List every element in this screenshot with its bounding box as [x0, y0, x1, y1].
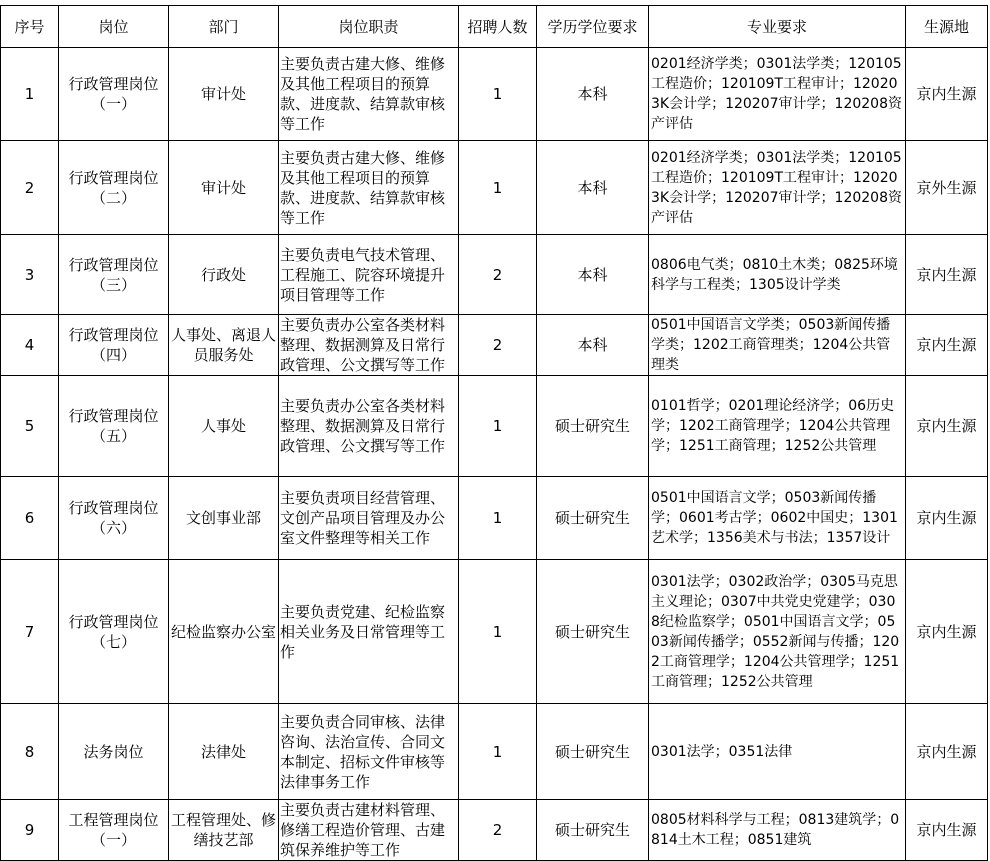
- cell-duty: 主要负责合同审核、法律咨询、法治宣传、合同文本制定、招标文件审核等法律事务工作: [279, 704, 459, 800]
- cell-count: 1: [459, 376, 537, 477]
- header-count: 招聘人数: [459, 6, 537, 48]
- cell-position: 行政管理岗位（六）: [59, 477, 169, 560]
- cell-duty: 主要负责电气技术管理、工程施工、院容环境提升项目管理等工作: [279, 235, 459, 315]
- table-row: [1, 315, 988, 376]
- cell-dept: 工程管理处、修缮技艺部: [169, 800, 279, 861]
- table-row: [1, 48, 988, 141]
- cell-major: 0301法学；0351法律: [649, 704, 906, 800]
- cell-position: 行政管理岗位（三）: [59, 235, 169, 315]
- cell-position: 行政管理岗位（二）: [59, 141, 169, 235]
- cell-count: 2: [459, 315, 537, 376]
- cell-count: 1: [459, 477, 537, 560]
- cell-duty: 主要负责党建、纪检监察相关业务及日常管理等工作: [279, 560, 459, 704]
- table-row: [1, 141, 988, 235]
- cell-duty: 主要负责办公室各类材料整理、数据测算及日常行政管理、公文撰写等工作: [279, 315, 459, 376]
- cell-count: 1: [459, 48, 537, 141]
- cell-duty: 主要负责古建大修、维修及其他工程项目的预算款、进度款、结算款审核等工作: [279, 141, 459, 235]
- cell-major: 0101哲学；0201理论经济学；06历史学；1202工商管理学；1204公共管理学；1251工商管理；1252公共管理: [649, 376, 906, 477]
- cell-education: 硕士研究生: [537, 477, 649, 560]
- cell-education: 硕士研究生: [537, 376, 649, 477]
- header-education: 学历学位要求: [537, 6, 649, 48]
- cell-origin: 京内生源: [906, 800, 988, 861]
- cell-origin: 京内生源: [906, 477, 988, 560]
- cell-origin: 京内生源: [906, 315, 988, 376]
- cell-no: 6: [1, 477, 59, 560]
- header-origin: 生源地: [906, 6, 988, 48]
- cell-major: 0805材料科学与工程；0813建筑学；0814土木工程；0851建筑: [649, 800, 906, 861]
- cell-origin: 京内生源: [906, 376, 988, 477]
- cell-education: 本科: [537, 315, 649, 376]
- cell-major: 0806电气类；0810土木类；0825环境科学与工程类；1305设计学类: [649, 235, 906, 315]
- recruitment-table: [0, 5, 988, 861]
- cell-origin: 京内生源: [906, 704, 988, 800]
- cell-count: 2: [459, 800, 537, 861]
- cell-position: 行政管理岗位（七）: [59, 560, 169, 704]
- cell-duty: 主要负责古建大修、维修及其他工程项目的预算款、进度款、结算款审核等工作: [279, 48, 459, 141]
- cell-origin: 京外生源: [906, 141, 988, 235]
- cell-dept: 审计处: [169, 48, 279, 141]
- cell-dept: 纪检监察办公室: [169, 560, 279, 704]
- cell-no: 4: [1, 315, 59, 376]
- cell-count: 2: [459, 235, 537, 315]
- header-major: 专业要求: [649, 6, 906, 48]
- cell-position: 行政管理岗位（四）: [59, 315, 169, 376]
- cell-no: 5: [1, 376, 59, 477]
- header-dept: 部门: [169, 6, 279, 48]
- cell-position: 行政管理岗位（五）: [59, 376, 169, 477]
- table-row: [1, 800, 988, 861]
- cell-count: 1: [459, 141, 537, 235]
- cell-no: 8: [1, 704, 59, 800]
- cell-education: 本科: [537, 48, 649, 141]
- table-row: [1, 477, 988, 560]
- cell-no: 1: [1, 48, 59, 141]
- cell-position: 行政管理岗位（一）: [59, 48, 169, 141]
- header-position: 岗位: [59, 6, 169, 48]
- cell-no: 9: [1, 800, 59, 861]
- cell-education: 硕士研究生: [537, 800, 649, 861]
- cell-count: 1: [459, 704, 537, 800]
- header-no: 序号: [1, 6, 59, 48]
- cell-major: 0501中国语言文学；0503新闻传播学；0601考古学；0602中国史；1301艺术学；1356美术与书法；1357设计: [649, 477, 906, 560]
- table-row: [1, 376, 988, 477]
- table-row: [1, 235, 988, 315]
- cell-dept: 人事处: [169, 376, 279, 477]
- cell-dept: 行政处: [169, 235, 279, 315]
- cell-no: 2: [1, 141, 59, 235]
- cell-duty: 主要负责项目经营管理、文创产品项目管理及办公室文件整理等相关工作: [279, 477, 459, 560]
- cell-dept: 审计处: [169, 141, 279, 235]
- cell-duty: 主要负责古建材料管理、修缮工程造价管理、古建筑保养维护等工作: [279, 800, 459, 861]
- cell-education: 本科: [537, 141, 649, 235]
- cell-origin: 京内生源: [906, 235, 988, 315]
- table-row: [1, 704, 988, 800]
- table-header-row: [1, 6, 988, 48]
- cell-no: 7: [1, 560, 59, 704]
- cell-duty: 主要负责办公室各类材料整理、数据测算及日常行政管理、公文撰写等工作: [279, 376, 459, 477]
- cell-education: 本科: [537, 235, 649, 315]
- cell-major: 0201经济学类；0301法学类；120105工程造价；120109T工程审计；120203K会计学；120207审计学；120208资产评估: [649, 48, 906, 141]
- cell-origin: 京内生源: [906, 48, 988, 141]
- cell-origin: 京内生源: [906, 560, 988, 704]
- cell-position: 工程管理岗位（一）: [59, 800, 169, 861]
- cell-dept: 人事处、离退人员服务处: [169, 315, 279, 376]
- cell-education: 硕士研究生: [537, 560, 649, 704]
- cell-major: 0301法学；0302政治学；0305马克思主义理论；0307中共党史党建学；0308纪检监察学；0501中国语言文学；0503新闻传播学；0552新闻与传播；1202工商管理学；1204公共管理学；1251工商管理；1252公共管理: [649, 560, 906, 704]
- cell-position: 法务岗位: [59, 704, 169, 800]
- header-duty: 岗位职责: [279, 6, 459, 48]
- cell-no: 3: [1, 235, 59, 315]
- cell-dept: 法律处: [169, 704, 279, 800]
- table-row: [1, 560, 988, 704]
- cell-major: 0501中国语言文学类；0503新闻传播学类；1202工商管理类；1204公共管理类: [649, 315, 906, 376]
- cell-count: 1: [459, 560, 537, 704]
- cell-education: 硕士研究生: [537, 704, 649, 800]
- cell-dept: 文创事业部: [169, 477, 279, 560]
- cell-major: 0201经济学类；0301法学类；120105工程造价；120109T工程审计；120203K会计学；120207审计学；120208资产评估: [649, 141, 906, 235]
